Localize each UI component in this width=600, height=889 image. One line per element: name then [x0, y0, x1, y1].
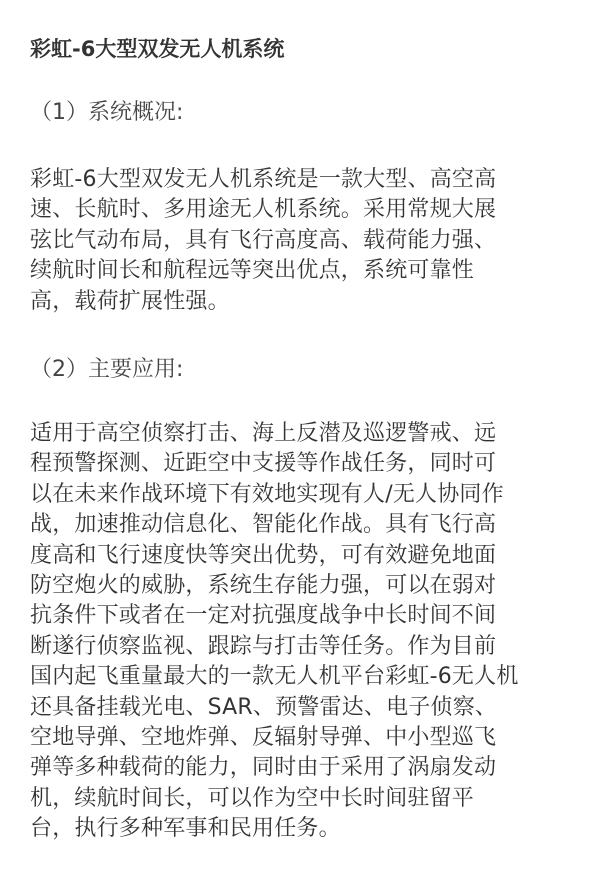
overview-paragraph — [30, 165, 496, 317]
paragraph-line: 度高和飞行速度快等突出优势，可有效避免地面 — [30, 542, 497, 568]
paragraph-line: 还具备挂载光电、SAR、预警雷达、电子侦察、 — [30, 694, 498, 720]
article-title: 彩虹-6大型双发无人机系统 — [30, 37, 285, 61]
paragraph-line: 弦比气动布局，具有飞行高度高、载荷能力强、 — [30, 227, 497, 253]
paragraph-line: 抗条件下或者在一定对抗强度战争中长时间不间 — [30, 603, 497, 629]
paragraph-line: 断遂行侦察监视、跟踪与打击等任务。作为目前 — [30, 633, 497, 659]
paragraph-line: 战，加速推动信息化、智能化作战。具有飞行高 — [30, 512, 497, 538]
applications-paragraph — [30, 419, 519, 845]
paragraph-line: 程预警探测、近距空中支援等作战任务，同时可 — [30, 451, 497, 477]
section-heading-overview: （1）系统概况: — [30, 100, 184, 125]
paragraph-line: 机，续航时间长，可以作为空中长时间驻留平 — [30, 785, 475, 811]
paragraph-line: 空地导弹、空地炸弹、反辐射导弹、中小型巡飞 — [30, 725, 497, 751]
paragraph-line: 以在未来作战环境下有效地实现有人/无人协同作 — [30, 481, 504, 507]
section-heading-applications: （2）主要应用: — [30, 357, 184, 382]
paragraph-line: 台，执行多种军事和民用任务。 — [30, 816, 341, 842]
paragraph-line: 国内起飞重量最大的一款无人机平台彩虹-6无人机 — [30, 664, 519, 690]
paragraph-line: 彩虹-6大型双发无人机系统是一款大型、高空高 — [30, 167, 497, 192]
paragraph-line: 速、长航时、多用途无人机系统。采用常规大展 — [30, 197, 497, 223]
paragraph-line: 续航时间长和航程远等突出优点，系统可靠性 — [30, 258, 475, 284]
paragraph-line: 防空炮火的威胁，系统生存能力强，可以在弱对 — [30, 573, 497, 599]
paragraph-line: 适用于高空侦察打击、海上反潜及巡逻警戒、远 — [30, 421, 497, 446]
paragraph-line: 高，载荷扩展性强。 — [30, 288, 230, 314]
paragraph-line: 弹等多种载荷的能力，同时由于采用了涡扇发动 — [30, 755, 497, 781]
